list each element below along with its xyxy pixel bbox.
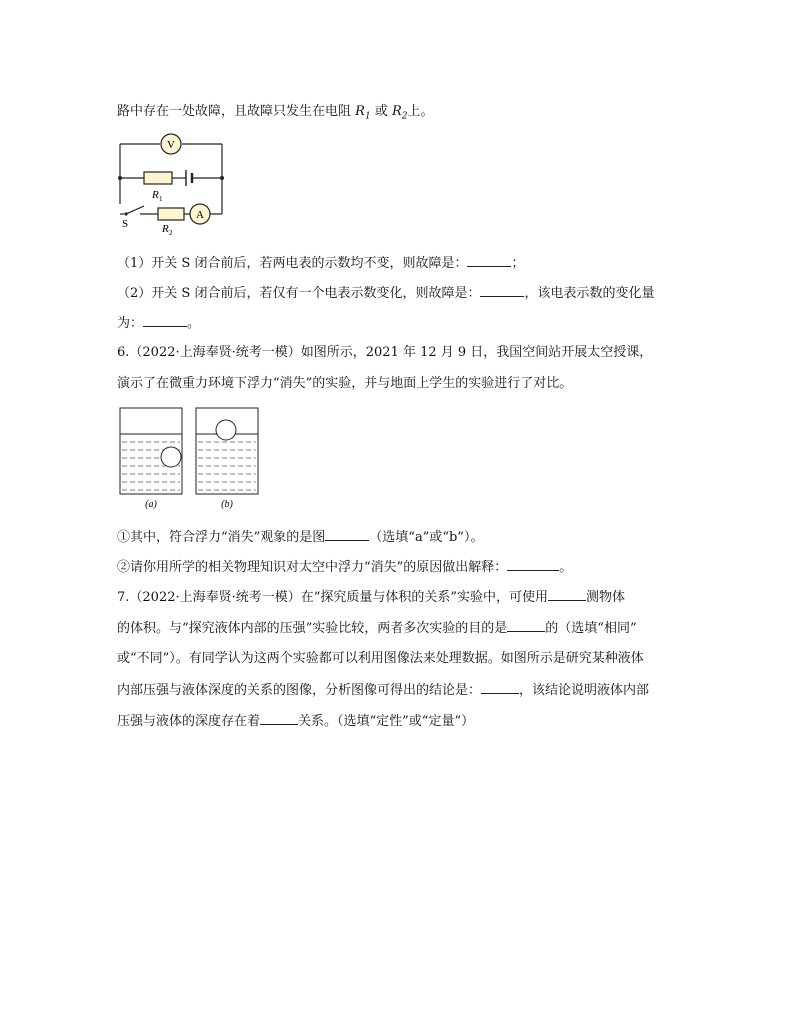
q5-part1-end: ； [511,256,525,271]
answer-blank [507,558,559,571]
q6-line2: 演示了在微重力环境下浮力“消失”的实验，并与地面上学生的实验进行了对比。 [117,376,573,391]
r1-label-sub: 1 [159,195,163,203]
q6-sub2-text: ②请你用所学的相关物理知识对太空中浮力“消失”的原因做出解释： [117,560,508,575]
answer-blank [325,528,369,541]
r1-symbol: R [355,104,365,119]
q5-part1-text: （1）开关 S 闭合前后，若两电表的示数均不变，则故障是： [117,256,468,271]
ammeter-label: A [196,209,204,221]
q6-sub1-end: （选填“a”或“b”）。 [369,530,484,545]
container-b [196,408,258,494]
answer-blank [507,619,545,632]
q7-line1-end: 测物体 [586,590,626,605]
figure-a-label: (a) [145,499,157,510]
q7-line5 [117,712,474,731]
q5-part2b [117,314,200,333]
r2-symbol: R [391,104,402,119]
intro-end: 上。 [407,104,434,119]
q7-line5-text: 压强与液体的深度存在着 [117,714,261,729]
q5-part2-mid: ，该电表示数的变化量 [524,286,655,301]
r2-subscript: 2 [401,111,408,122]
q7-line2-end: 的（选填“相同” [545,621,637,636]
answer-blank [260,712,298,725]
answer-blank [548,588,586,601]
q7-line1 [117,588,625,607]
answer-blank [481,681,519,694]
figure-b-label: (b) [221,499,233,510]
q6-sub2 [117,558,572,577]
q7-line4 [117,681,649,700]
intro-text: 路中存在一处故障，且故障只发生在电阻 [117,104,352,119]
answer-blank [467,254,511,267]
q5-part2 [117,284,654,303]
q5-part2b-end: 。 [187,316,201,331]
answer-blank [143,314,187,327]
q5-part2-text: （2）开关 S 闭合前后，若仅有一个电表示数变化，则故障是： [117,286,481,301]
q7-line3: 或“不同”）。有同学认为这两个实验都可以利用图像法来处理数据。如图所示是研究某种液体 [117,651,644,666]
q6-line1: 6.（2022·上海奉贤·统考一模）如图所示，2021 年 12 月 9 日，我国空间站开展太空授课， [117,345,653,360]
container-a [120,408,182,494]
switch-label: S [122,218,129,230]
q7-line1-text: 7.（2022·上海奉贤·统考一模）在“探究质量与体积的关系”实验中，可使用 [117,590,549,605]
r1-label: R [152,189,159,201]
q6-sub1-text: ①其中，符合浮力“消失”观象的是图 [117,530,326,545]
q6-sub1 [117,528,483,547]
intro-or: 或 [374,104,388,119]
r2-label-sub: 2 [169,229,173,237]
buoyancy-figure [116,406,266,511]
q7-line2 [117,619,637,638]
voltmeter-label: V [167,139,175,151]
q7-line4-text: 内部压强与液体深度的关系的图像，分析图像可得出的结论是： [117,683,482,698]
q6-sub2-end: 。 [559,560,573,575]
answer-blank [480,284,524,297]
q7-line2-text: 的体积。与“探究液体内部的压强”实验比较，两者多次实验的目的是 [117,621,508,636]
r1-subscript: 1 [364,111,371,122]
q7-line4-end: ，该结论说明液体内部 [519,683,650,698]
q5-part1 [117,254,524,273]
intro-line [117,103,434,126]
q7-line5-end: 关系。（选填“定性”或“定量”） [298,714,475,729]
circuit-diagram [116,134,236,237]
q5-part2b-text: 为： [117,316,144,331]
r2-label: R [162,223,169,235]
